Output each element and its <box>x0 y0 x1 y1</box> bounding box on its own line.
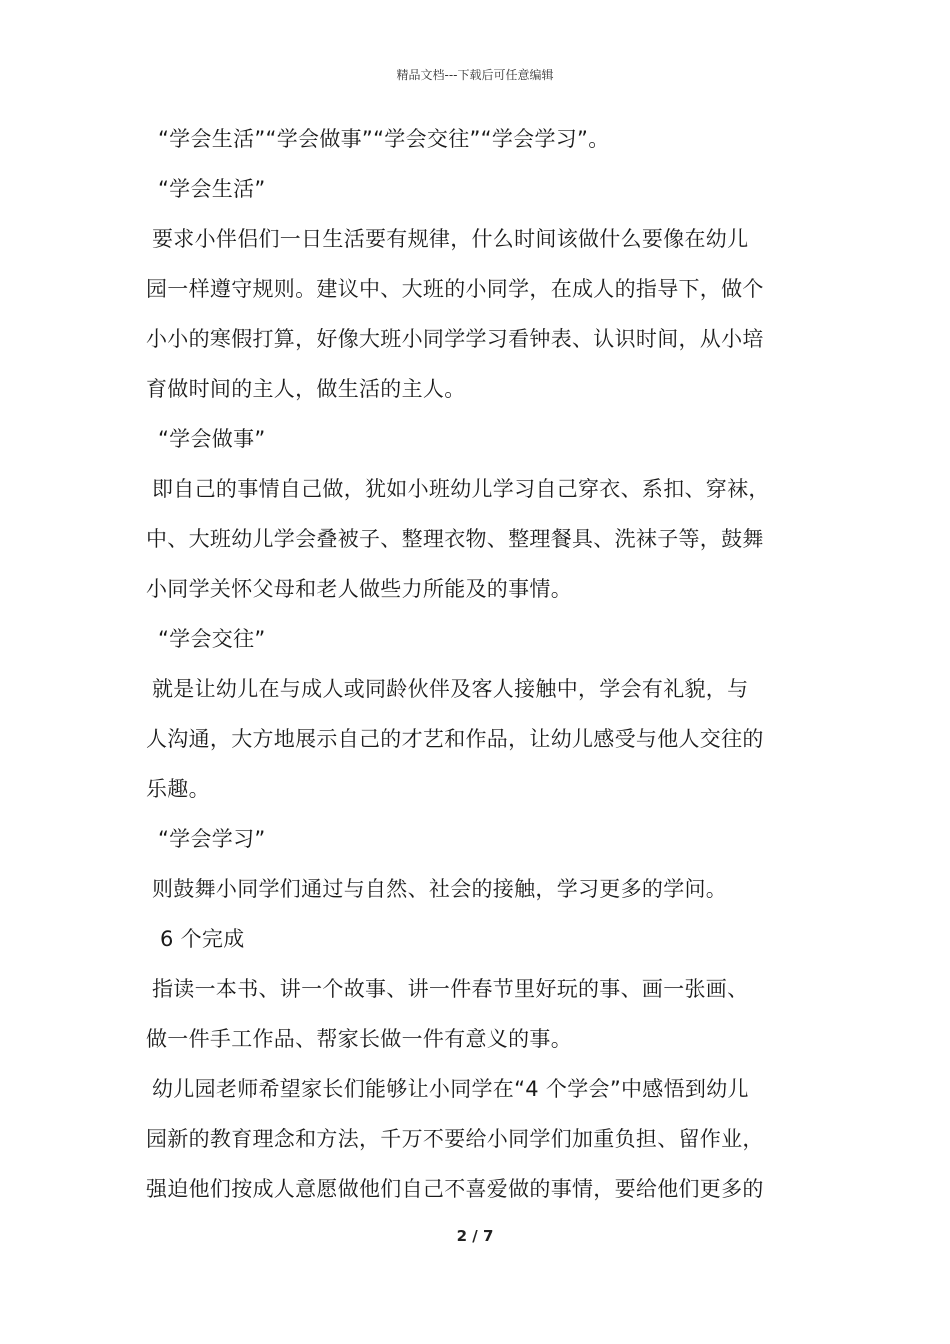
page-number: 2 / 7 <box>456 1227 494 1245</box>
section-heading: “学会学习” <box>158 827 266 851</box>
text-line: 强迫他们按成人意愿做他们自己不喜爱做的事情，要给他们更多的 <box>146 1177 764 1201</box>
text-line: 即自己的事情自己做，犹如小班幼儿学习自己穿衣、系扣、穿袜， <box>152 477 770 501</box>
text-line: 园一样遵守规则。建议中、大班的小同学，在成人的指导下，做个 <box>146 277 764 301</box>
page-header: 精品文档---下载后可任意编辑 <box>396 68 554 82</box>
text-line: 人沟通，大方地展示自己的才艺和作品，让幼儿感受与他人交往的 <box>146 727 764 751</box>
section-heading: 6 个完成 <box>160 927 245 951</box>
text-line: 指读一本书、讲一个故事、讲一件春节里好玩的事、画一张画、 <box>152 977 749 1001</box>
text-line: 做一件手工作品、帮家长做一件有意义的事。 <box>146 1027 572 1051</box>
text-line: 就是让幼儿在与成人或同龄伙伴及客人接触中，学会有礼貌，与 <box>152 677 749 701</box>
text-line: 园新的教育理念和方法，千万不要给小同学们加重负担、留作业， <box>146 1127 764 1151</box>
section-heading: “学会交往” <box>158 627 266 651</box>
text-line: 则鼓舞小同学们通过与自然、社会的接触，学习更多的学问。 <box>152 877 728 901</box>
text-line: 小同学关怀父母和老人做些力所能及的事情。 <box>146 577 572 601</box>
text-line: 育做时间的主人，做生活的主人。 <box>146 377 466 401</box>
text-line: 小小的寒假打算，好像大班小同学学习看钟表、认识时间，从小培 <box>146 327 764 351</box>
text-line: 要求小伴侣们一日生活要有规律，什么时间该做什么要像在幼儿 <box>152 227 749 251</box>
text-line: 幼儿园老师希望家长们能够让小同学在“4 个学会”中感悟到幼儿 <box>152 1077 749 1101</box>
text-line: 中、大班幼儿学会叠被子、整理衣物、整理餐具、洗袜子等，鼓舞 <box>146 527 764 551</box>
section-heading: “学会生活” <box>158 177 266 201</box>
text-line: “学会生活”“学会做事”“学会交往”“学会学习”。 <box>158 127 610 151</box>
text-line: 乐趣。 <box>146 777 210 801</box>
section-heading: “学会做事” <box>158 427 266 451</box>
